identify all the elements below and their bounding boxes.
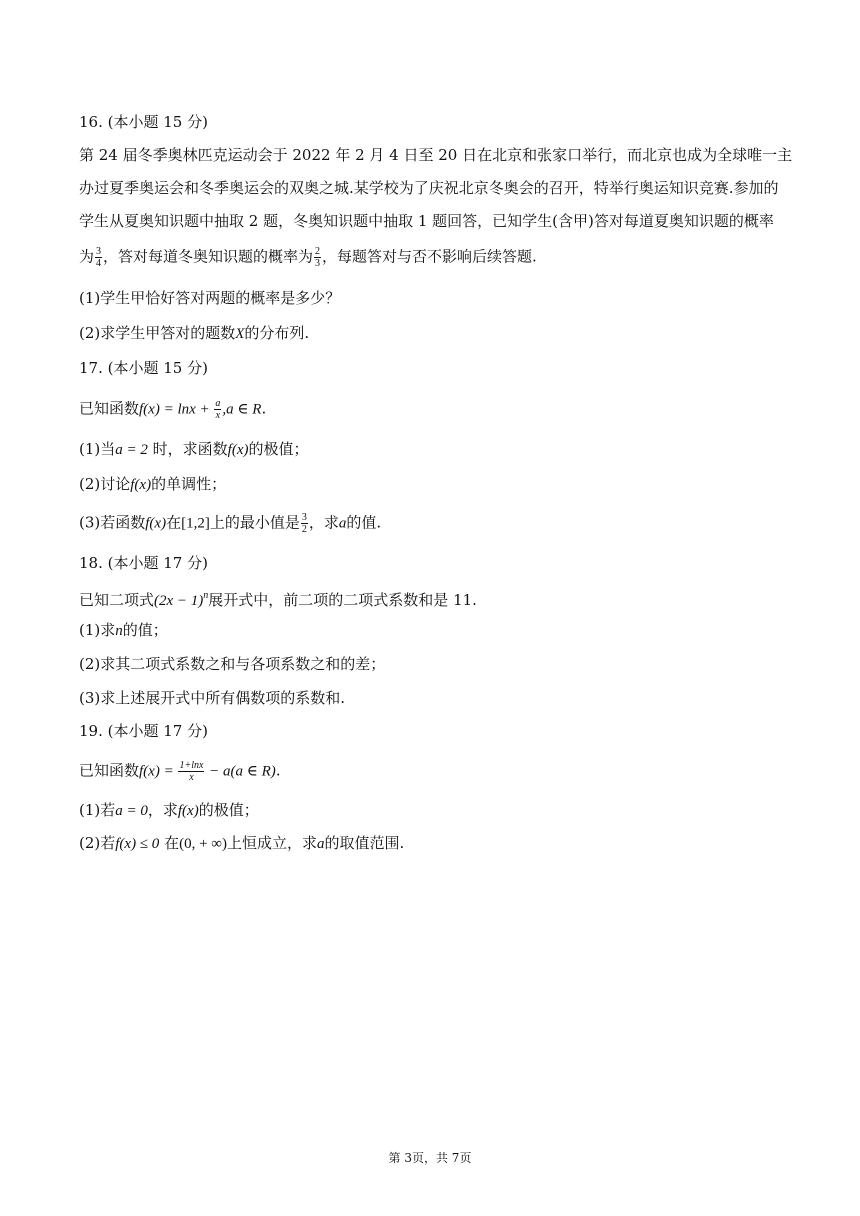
q19-part1 [79,800,259,821]
numerator: 3 [301,512,307,523]
text: 在 [166,513,182,532]
math-expr: f(x) [227,442,249,458]
q17-given [79,398,266,421]
q16-body-line1: 第 24 届冬季奥林匹克运动会于 2022 年 2 月 4 日至 20 日在北京和张家口举行，而北京也成为全球唯一主 [79,146,793,164]
q16-part2 [79,323,309,344]
math-var: a [338,515,347,532]
q18-heading: 18. (本小题 17 分) [79,554,208,572]
text: 展开式中，前二项的二项式系数和是 11. [208,591,477,609]
denominator: x [215,410,221,421]
q16-body-line2: 办过夏季奥运会和冬季奥运会的双奥之城.某学校为了庆祝北京冬奥会的召开，特举行奥运知识竞赛.参加的 [79,179,779,197]
q19-given [79,760,281,783]
text: 的分布列. [244,324,310,342]
q17-part1 [79,439,309,460]
q16-body-line3: 学生从夏奥知识题中抽取 2 题，冬奥知识题中抽取 1 题回答，已知学生(含甲)答对每道夏奥知识题的概率 [79,212,774,230]
text: 为 [79,247,95,266]
math-expr: f(x) = lnx + [139,401,214,418]
text: 的极值； [198,801,259,819]
math-expr: a = 2 [115,442,148,458]
text: 已知函数 [79,399,140,418]
q19-heading: 19. (本小题 17 分) [79,722,208,740]
math-expr: f(x) ≤ 0 [115,836,160,852]
math-expr: − a(a ∈ R) [205,763,276,780]
text: 已知二项式 [79,591,155,609]
math-expr: f(x) [145,515,167,532]
text: 的值. [346,513,382,532]
math-var: a [317,836,325,852]
text: 的取值范围. [324,834,405,852]
q18-part2: (2)求其二项式系数之和与各项系数之和的差； [79,655,386,673]
text: ，求 [147,801,178,819]
q19-part2 [79,833,404,854]
q17-part2 [79,474,226,495]
text: 上的最小值是 [209,513,300,532]
text: 的单调性； [151,475,227,493]
numerator: 2 [315,246,321,257]
q17-heading: 17. (本小题 15 分) [79,359,208,377]
math-expr: a = 0 [115,803,148,819]
text: 的极值； [248,440,309,458]
q16-part1: (1)学生甲恰好答对两题的概率是多少？ [79,289,341,307]
text: (1)若 [79,801,116,819]
denominator: 4 [96,258,102,269]
text: ，每题答对与否不影响后续答题. [322,247,537,266]
math-expr: f(x) [177,803,199,819]
text: ，求 [308,513,339,532]
text: (2)讨论 [79,475,131,493]
text: 在 [159,834,180,852]
text: (1)求 [79,621,116,639]
q18-part3: (3)求上述展开式中所有偶数项的系数和. [79,689,346,707]
numerator: 1+lnx [179,760,204,771]
q18-given [79,586,477,611]
math-expr: [1,2] [181,515,210,532]
fraction-3-4 [95,246,102,269]
math-exponent: n [203,590,209,601]
math-expr: (0, + ∞) [179,836,227,852]
fraction-a-x [214,398,221,421]
text: 已知函数 [79,761,140,780]
text: (1)当 [79,440,116,458]
math-expr: f(x) [130,477,152,493]
q16-heading: 16. (本小题 15 分) [79,113,208,131]
fraction-1-plus-lnx-over-x [178,760,204,783]
q17-part3 [79,512,381,535]
denominator: 3 [315,258,321,269]
page-footer: 第 3页，共 7页 [388,1151,472,1165]
denominator: 2 [301,524,307,535]
q18-part1 [79,620,168,641]
q16-body-line4 [79,246,537,269]
text: 的值； [122,621,168,639]
math-expr: (2x − 1) [154,593,204,609]
text: (3)若函数 [79,513,146,532]
numerator: 3 [96,246,102,257]
fraction-2-3 [314,246,321,269]
text: (2)若 [79,834,116,852]
math-expr: ,a ∈ R [222,401,262,418]
text: (2)求学生甲答对的题数 [79,324,236,342]
fraction-3-2 [301,512,308,535]
math-expr: f(x) = [139,763,178,780]
denominator: x [189,772,194,783]
text: . [261,399,267,418]
text: 上恒成立，求 [227,834,318,852]
math-var: n [115,623,123,639]
numerator: a [215,398,221,409]
text: 时，求函数 [147,440,228,458]
text: . [275,761,281,780]
text: ，答对每道冬奥知识题的概率为 [103,247,314,266]
math-var: X [235,326,245,342]
